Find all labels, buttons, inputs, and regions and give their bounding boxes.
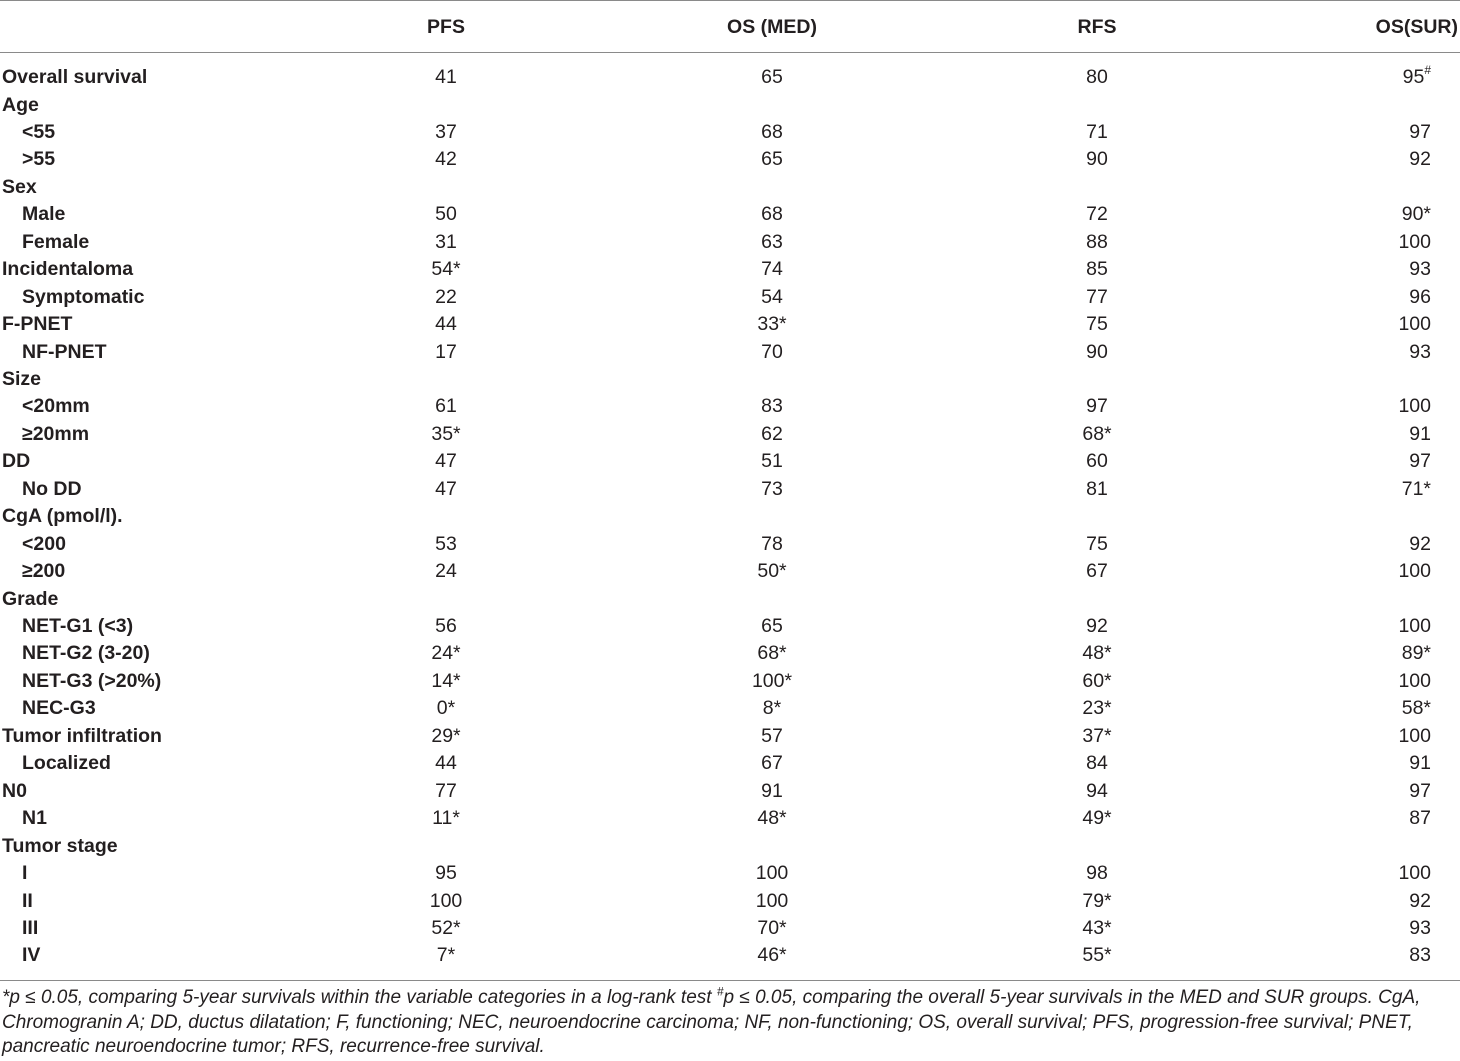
cell-pfs xyxy=(435,560,457,582)
cell-value: 58* xyxy=(1401,697,1431,720)
row-label: N0 xyxy=(2,779,27,802)
cell-pfs xyxy=(431,725,460,747)
row-label: NET-G3 (>20%) xyxy=(22,669,162,692)
row-label: Incidentaloma xyxy=(2,258,134,281)
cell-os-sur xyxy=(1409,121,1431,143)
cell-value: 52* xyxy=(431,916,461,939)
cell-pfs xyxy=(435,341,457,363)
cell-pfs xyxy=(437,697,455,719)
cell-value: 93 xyxy=(1409,258,1431,281)
row-label: No DD xyxy=(22,477,82,500)
cell-value: 100 xyxy=(1398,669,1431,692)
cell-value: 97 xyxy=(1409,120,1431,143)
cell-os-sur xyxy=(1409,258,1431,280)
cell-value: 96 xyxy=(1409,285,1431,308)
cell-value: 91 xyxy=(761,779,783,802)
cell-value: 77 xyxy=(1086,285,1108,308)
cell-os-med xyxy=(761,533,783,555)
cell-value: 68 xyxy=(761,120,783,143)
cell-rfs xyxy=(1082,944,1111,966)
cell-rfs xyxy=(1082,642,1111,664)
cell-value: 100 xyxy=(1398,862,1431,884)
cell-os-med xyxy=(761,286,783,308)
cell-value: 71 xyxy=(1086,120,1108,143)
cell-os-sur xyxy=(1402,203,1431,225)
cell-os-sur xyxy=(1409,917,1431,939)
cell-value: 54 xyxy=(761,285,783,308)
row-label: Sex xyxy=(2,175,37,198)
cell-pfs xyxy=(435,752,457,774)
cell-value: 42 xyxy=(435,148,457,171)
row-label: F-PNET xyxy=(2,313,73,335)
cell-rfs xyxy=(1086,533,1108,555)
cell-value: 62 xyxy=(761,422,783,445)
cell-value: 17 xyxy=(435,340,457,363)
row-label: Size xyxy=(2,367,42,390)
cell-pfs xyxy=(435,66,457,88)
cell-rfs xyxy=(1086,395,1108,417)
cell-value: 57 xyxy=(761,724,783,747)
cell-value: 37* xyxy=(1082,724,1112,747)
cell-os-med xyxy=(761,780,783,802)
cell-os-sur xyxy=(1409,341,1431,363)
cell-pfs xyxy=(435,450,457,472)
cell-os-med xyxy=(761,395,783,417)
cell-value: 33* xyxy=(757,313,787,335)
row-label: NEC-G3 xyxy=(22,697,96,720)
cell-os-sur xyxy=(1398,313,1431,335)
cell-rfs xyxy=(1086,286,1108,308)
table-top-rule xyxy=(0,0,1460,1)
cell-value: 68 xyxy=(761,203,783,226)
cell-os-sur xyxy=(1402,62,1431,88)
cell-rfs xyxy=(1082,423,1111,445)
cell-pfs xyxy=(435,478,457,500)
cell-value: 50 xyxy=(435,203,457,226)
cell-pfs xyxy=(430,890,463,912)
row-label: NF-PNET xyxy=(22,340,107,363)
cell-os-med xyxy=(757,807,786,829)
cell-value: 95 xyxy=(1402,66,1425,88)
cell-rfs xyxy=(1086,450,1108,472)
cell-os-med xyxy=(761,341,783,363)
cell-value: 68* xyxy=(757,642,787,665)
cell-rfs xyxy=(1086,560,1108,582)
cell-value: 97 xyxy=(1409,450,1431,473)
cell-value: 89* xyxy=(1401,642,1431,665)
cell-os-med xyxy=(756,862,789,884)
cell-value: 100 xyxy=(1398,560,1431,583)
cell-os-med xyxy=(761,121,783,143)
cell-pfs xyxy=(435,148,457,170)
cell-rfs xyxy=(1086,258,1108,280)
cell-pfs xyxy=(435,203,457,225)
cell-pfs xyxy=(435,615,457,637)
cell-value: 74 xyxy=(761,258,783,281)
cell-pfs xyxy=(431,917,460,939)
cell-value: 48* xyxy=(1082,642,1112,665)
cell-value: 85 xyxy=(1086,258,1108,281)
cell-value: 95 xyxy=(435,862,457,884)
cell-value: 100 xyxy=(1398,395,1431,418)
cell-value: 75 xyxy=(1086,532,1108,555)
cell-os-sur xyxy=(1402,478,1431,500)
cell-value: 65 xyxy=(761,66,783,88)
cell-os-med xyxy=(761,203,783,225)
cell-os-med xyxy=(761,231,783,253)
row-label: I xyxy=(22,862,28,884)
cell-os-med xyxy=(757,917,786,939)
cell-os-sur xyxy=(1409,286,1431,308)
cell-value: 44 xyxy=(435,313,457,335)
cell-value: 65 xyxy=(761,148,783,171)
row-label: IV xyxy=(22,944,41,967)
table-bottom-rule xyxy=(0,980,1460,981)
significance-marker: # xyxy=(1424,62,1431,77)
cell-os-med xyxy=(761,450,783,472)
cell-value: 93 xyxy=(1409,916,1431,939)
cell-value: 7* xyxy=(436,944,456,967)
cell-pfs xyxy=(435,313,457,335)
cell-value: 77 xyxy=(435,779,457,802)
row-label: Tumor infiltration xyxy=(2,724,162,747)
cell-rfs xyxy=(1086,121,1108,143)
cell-rfs xyxy=(1082,807,1111,829)
table-header-rule xyxy=(0,52,1460,53)
cell-rfs xyxy=(1086,66,1108,88)
column-header-pfs: PFS xyxy=(427,16,465,38)
cell-pfs xyxy=(432,807,460,829)
cell-os-med xyxy=(757,642,786,664)
cell-os-med xyxy=(752,670,792,692)
cell-os-sur xyxy=(1409,780,1431,802)
cell-os-sur xyxy=(1398,615,1431,637)
cell-os-sur xyxy=(1409,752,1431,774)
cell-os-med xyxy=(761,752,783,774)
row-label: <55 xyxy=(22,120,56,143)
cell-value: 100 xyxy=(429,889,463,912)
row-label: ≥20mm xyxy=(22,422,90,445)
cell-value: 70 xyxy=(761,340,783,363)
cell-value: 49* xyxy=(1082,807,1112,830)
cell-value: 100 xyxy=(1398,230,1431,253)
cell-rfs xyxy=(1086,780,1108,802)
footnote-hash-marker: # xyxy=(716,984,724,999)
cell-os-med xyxy=(757,944,786,966)
cell-os-sur xyxy=(1409,148,1431,170)
cell-os-sur xyxy=(1409,944,1431,966)
row-label: Female xyxy=(22,230,90,253)
cell-value: 92 xyxy=(1409,532,1431,555)
cell-value: 60 xyxy=(1086,450,1108,473)
cell-value: 56 xyxy=(435,615,457,637)
cell-pfs xyxy=(431,642,460,664)
cell-value: 100 xyxy=(1398,724,1431,747)
cell-pfs xyxy=(431,258,460,280)
cell-os-sur xyxy=(1409,890,1431,912)
cell-value: 97 xyxy=(1409,779,1431,802)
row-label: CgA (pmol/l). xyxy=(2,505,123,528)
cell-value: 67 xyxy=(761,752,783,775)
cell-value: 60* xyxy=(1082,669,1112,692)
row-label: <200 xyxy=(22,532,66,555)
cell-value: 55* xyxy=(1082,944,1112,967)
cell-pfs xyxy=(435,286,457,308)
cell-value: 50* xyxy=(757,560,787,583)
cell-value: 90 xyxy=(1086,340,1108,363)
cell-value: 61 xyxy=(435,395,457,418)
cell-rfs xyxy=(1086,148,1108,170)
cell-value: 90* xyxy=(1401,203,1431,226)
cell-rfs xyxy=(1082,670,1111,692)
cell-value: 47 xyxy=(435,477,457,500)
row-label: NET-G1 (<3) xyxy=(22,615,134,637)
cell-pfs xyxy=(435,121,457,143)
cell-value: 54* xyxy=(431,258,461,281)
cell-os-sur xyxy=(1409,807,1431,829)
row-label: Overall survival xyxy=(2,66,148,88)
cell-rfs xyxy=(1086,752,1108,774)
cell-value: 88 xyxy=(1086,230,1108,253)
cell-value: 73 xyxy=(761,477,783,500)
cell-rfs xyxy=(1082,890,1111,912)
row-label: Male xyxy=(22,203,66,226)
cell-value: 37 xyxy=(435,120,457,143)
cell-os-sur xyxy=(1409,450,1431,472)
cell-os-sur xyxy=(1398,862,1431,884)
cell-rfs xyxy=(1082,917,1111,939)
cell-value: 80 xyxy=(1086,66,1108,88)
row-label: Tumor stage xyxy=(2,834,118,857)
footnote-text-part2: p ≤ 0.05, comparing the overall 5-year survivals in the MED and SUR groups. CgA, Chromogranin A; DD, ductus dilatation; F, functioning; NEC, neuroendocrine carcinoma; NF, non-functioning; OS, overall survival; PFS, progression-free survival; PNET, pancreatic neuroendocrine tumor; RFS, recurrence-free survival. xyxy=(2,987,1421,1057)
cell-value: 14* xyxy=(431,669,461,692)
cell-value: 67 xyxy=(1086,560,1108,583)
row-label: III xyxy=(22,916,39,939)
cell-rfs xyxy=(1086,862,1108,884)
cell-value: 83 xyxy=(1409,944,1431,967)
row-label: NET-G2 (3-20) xyxy=(22,642,150,665)
cell-value: 100 xyxy=(1398,313,1431,335)
cell-os-sur xyxy=(1398,670,1431,692)
cell-value: 63 xyxy=(761,230,783,253)
cell-value: 24 xyxy=(435,560,457,583)
cell-os-med xyxy=(757,313,786,335)
cell-value: 92 xyxy=(1409,889,1431,912)
cell-value: 53 xyxy=(435,532,457,555)
row-label: Age xyxy=(2,93,39,116)
cell-os-sur xyxy=(1398,395,1431,417)
table-footnote xyxy=(2,986,1458,1060)
cell-value: 46* xyxy=(757,944,787,967)
cell-value: 98 xyxy=(1086,862,1108,884)
cell-pfs xyxy=(435,231,457,253)
cell-value: 100* xyxy=(751,669,793,692)
cell-os-med xyxy=(763,697,781,719)
cell-os-med xyxy=(761,615,783,637)
cell-value: 91 xyxy=(1409,422,1431,445)
cell-value: 94 xyxy=(1086,779,1108,802)
row-label: DD xyxy=(2,450,31,473)
cell-pfs xyxy=(435,533,457,555)
cell-value: 41 xyxy=(435,66,457,88)
cell-value: 84 xyxy=(1086,752,1108,775)
cell-os-med xyxy=(757,560,786,582)
cell-value: 51 xyxy=(761,450,783,473)
cell-value: 22 xyxy=(435,285,457,308)
cell-value: 100 xyxy=(1398,615,1431,637)
cell-value: 71* xyxy=(1401,477,1431,500)
cell-value: 92 xyxy=(1409,148,1431,171)
row-label: Localized xyxy=(22,752,111,775)
cell-os-sur xyxy=(1402,697,1431,719)
cell-value: 75 xyxy=(1086,313,1108,335)
cell-value: 44 xyxy=(435,752,457,775)
cell-value: 11* xyxy=(432,807,460,830)
cell-value: 93 xyxy=(1409,340,1431,363)
cell-os-med xyxy=(761,423,783,445)
cell-value: 100 xyxy=(755,862,789,884)
cell-value: 87 xyxy=(1409,807,1431,830)
row-label: Symptomatic xyxy=(22,285,145,308)
row-label: ≥200 xyxy=(22,560,66,583)
cell-value: 97 xyxy=(1086,395,1108,418)
cell-value: 81 xyxy=(1086,477,1108,500)
row-label: N1 xyxy=(22,807,47,830)
cell-os-sur xyxy=(1398,560,1431,582)
cell-pfs xyxy=(435,862,457,884)
cell-value: 31 xyxy=(435,230,457,253)
cell-value: 23* xyxy=(1082,697,1112,720)
cell-os-med xyxy=(761,725,783,747)
cell-pfs xyxy=(435,395,457,417)
cell-value: 24* xyxy=(431,642,461,665)
cell-pfs xyxy=(431,670,460,692)
row-label: <20mm xyxy=(22,395,90,418)
footnote-text-part1: *p ≤ 0.05, comparing 5-year survivals within the variable categories in a log-rank test xyxy=(2,987,717,1008)
column-header-os-sur: OS(SUR) xyxy=(1375,16,1458,38)
column-header-rfs: RFS xyxy=(1077,16,1117,38)
cell-value: 70* xyxy=(757,916,787,939)
cell-pfs xyxy=(435,780,457,802)
cell-value: 91 xyxy=(1409,752,1431,775)
cell-value: 0* xyxy=(436,697,456,720)
cell-os-med xyxy=(761,66,783,88)
cell-os-med xyxy=(761,258,783,280)
cell-rfs xyxy=(1086,313,1108,335)
cell-value: 43* xyxy=(1082,916,1112,939)
cell-os-sur xyxy=(1402,642,1431,664)
row-label: Grade xyxy=(2,587,59,610)
cell-os-med xyxy=(761,148,783,170)
cell-rfs xyxy=(1086,478,1108,500)
cell-value: 79* xyxy=(1082,889,1112,912)
cell-os-sur xyxy=(1409,423,1431,445)
cell-value: 68* xyxy=(1082,422,1112,445)
cell-rfs xyxy=(1086,615,1108,637)
cell-os-med xyxy=(761,478,783,500)
cell-value: 78 xyxy=(761,532,783,555)
row-label: >55 xyxy=(22,148,56,171)
cell-value: 90 xyxy=(1086,148,1108,171)
cell-value: 72 xyxy=(1086,203,1108,226)
cell-pfs xyxy=(431,423,460,445)
column-header-os-med: OS (MED) xyxy=(727,16,817,38)
cell-value: 92 xyxy=(1086,615,1108,637)
cell-rfs xyxy=(1082,697,1111,719)
cell-value: 29* xyxy=(431,724,461,747)
cell-os-med xyxy=(756,890,789,912)
cell-rfs xyxy=(1086,203,1108,225)
cell-rfs xyxy=(1086,231,1108,253)
cell-os-sur xyxy=(1398,725,1431,747)
cell-value: 83 xyxy=(761,395,783,418)
cell-os-sur xyxy=(1409,533,1431,555)
cell-value: 48* xyxy=(757,807,787,830)
cell-value: 35* xyxy=(431,422,461,445)
row-label: II xyxy=(22,889,33,912)
cell-value: 65 xyxy=(761,615,783,637)
cell-value: 47 xyxy=(435,450,457,473)
cell-rfs xyxy=(1086,341,1108,363)
cell-rfs xyxy=(1082,725,1111,747)
cell-value: 100 xyxy=(755,889,789,912)
cell-pfs xyxy=(437,944,455,966)
cell-os-sur xyxy=(1398,231,1431,253)
cell-value: 8* xyxy=(762,697,782,720)
